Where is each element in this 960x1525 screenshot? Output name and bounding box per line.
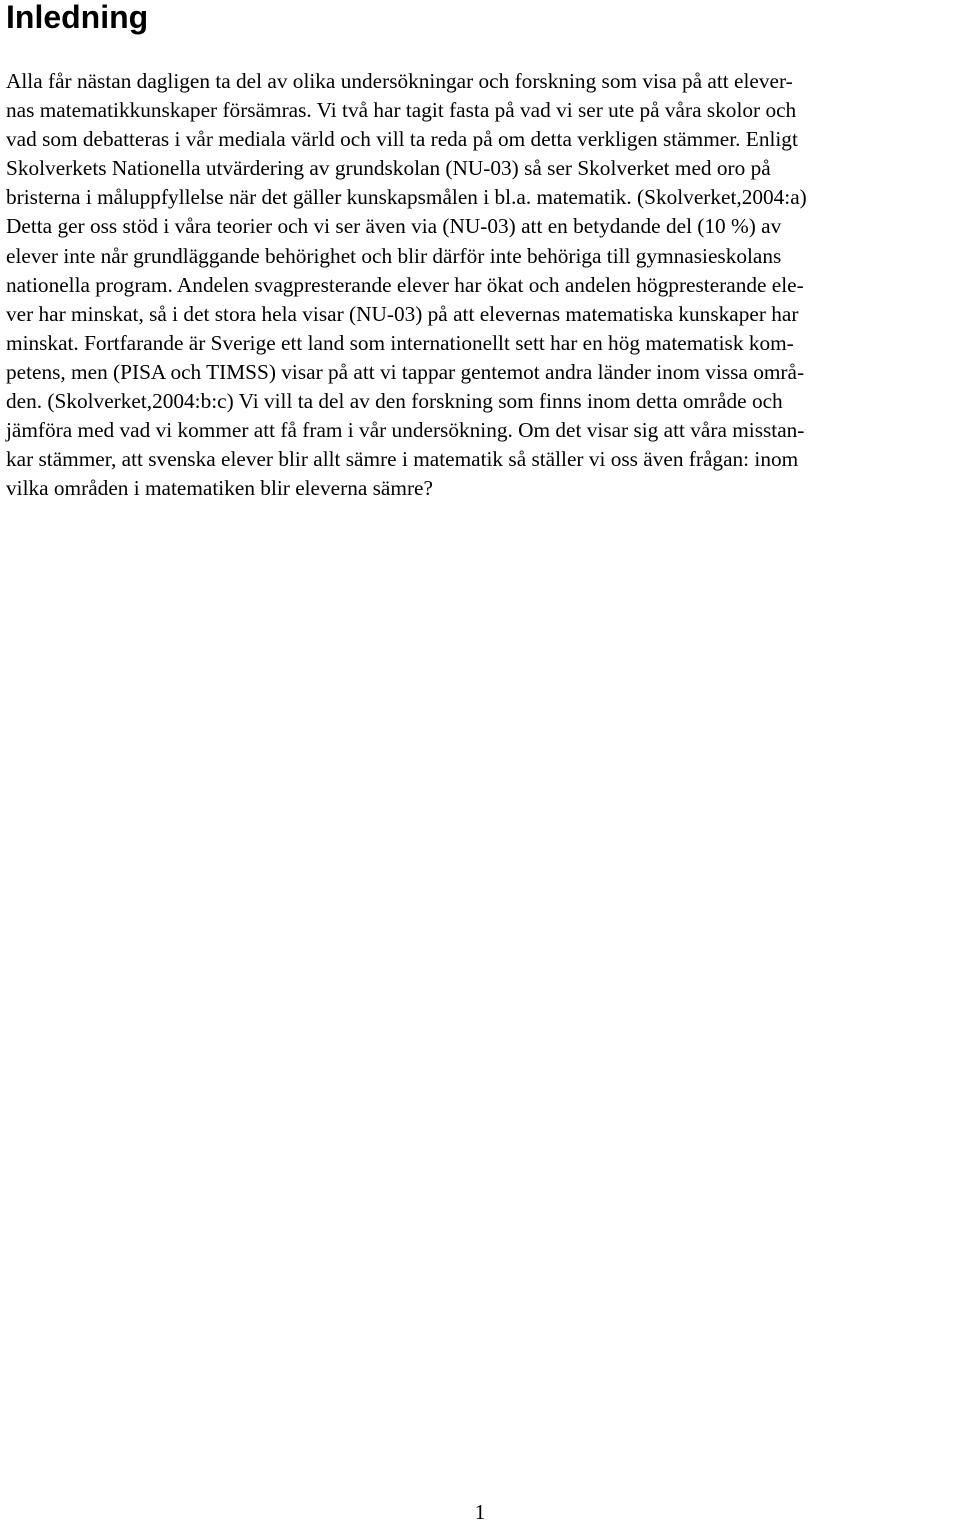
paragraph-line: Detta ger oss stöd i våra teorier och vi ser även via (NU-03) att en betydande del (10 %) av	[6, 214, 782, 239]
section-heading: Inledning	[6, 0, 149, 35]
paragraph-line: ver har minskat, så i det stora hela visar (NU-03) på att elevernas matematiska kunskaper har	[6, 301, 799, 326]
paragraph-line: petens, men (PISA och TIMSS) visar på att vi tappar gentemot andra länder inom vissa områ-	[6, 359, 805, 384]
page-number: 1	[474, 1500, 486, 1524]
paragraph-line: den. (Skolverket,2004:b:c) Vi vill ta del av den forskning som finns inom detta område och	[6, 389, 783, 414]
paragraph-line: jämföra med vad vi kommer att få fram i vår undersökning. Om det visar sig att våra misstan-	[6, 418, 805, 443]
paragraph-line: vad som debatteras i vår mediala värld och vill ta reda på om detta verkligen stämmer. Enligt	[6, 127, 798, 152]
paragraph-line: vilka områden i matematiken blir eleverna sämre?	[6, 476, 433, 501]
paragraph-line: minskat. Fortfarande är Sverige ett land som internationellt sett har en hög matematisk kom-	[6, 330, 794, 355]
paragraph-line: nas matematikkunskaper försämras. Vi två har tagit fasta på vad vi ser ute på våra skolor och	[6, 98, 797, 123]
paragraph-line: nationella program. Andelen svagpresterande elever har ökat och andelen högpresterande ele-	[6, 272, 804, 297]
paragraph-line: Skolverkets Nationella utvärdering av grundskolan (NU-03) så ser Skolverket med oro på	[6, 156, 771, 181]
paragraph-line: Alla får nästan dagligen ta del av olika undersökningar och forskning som visa på att elever-	[6, 69, 793, 93]
paragraph-line: elever inte når grundläggande behörighet och blir därför inte behöriga till gymnasieskolans	[6, 243, 782, 268]
paragraph-line: kar stämmer, att svenska elever blir allt sämre i matematik så ställer vi oss även frågan: inom	[6, 447, 799, 472]
body-paragraph	[6, 67, 954, 503]
paragraph-line: bristerna i måluppfyllelse när det gäller kunskapsmålen i bl.a. matematik. (Skolverket,2004:a)	[6, 185, 807, 210]
